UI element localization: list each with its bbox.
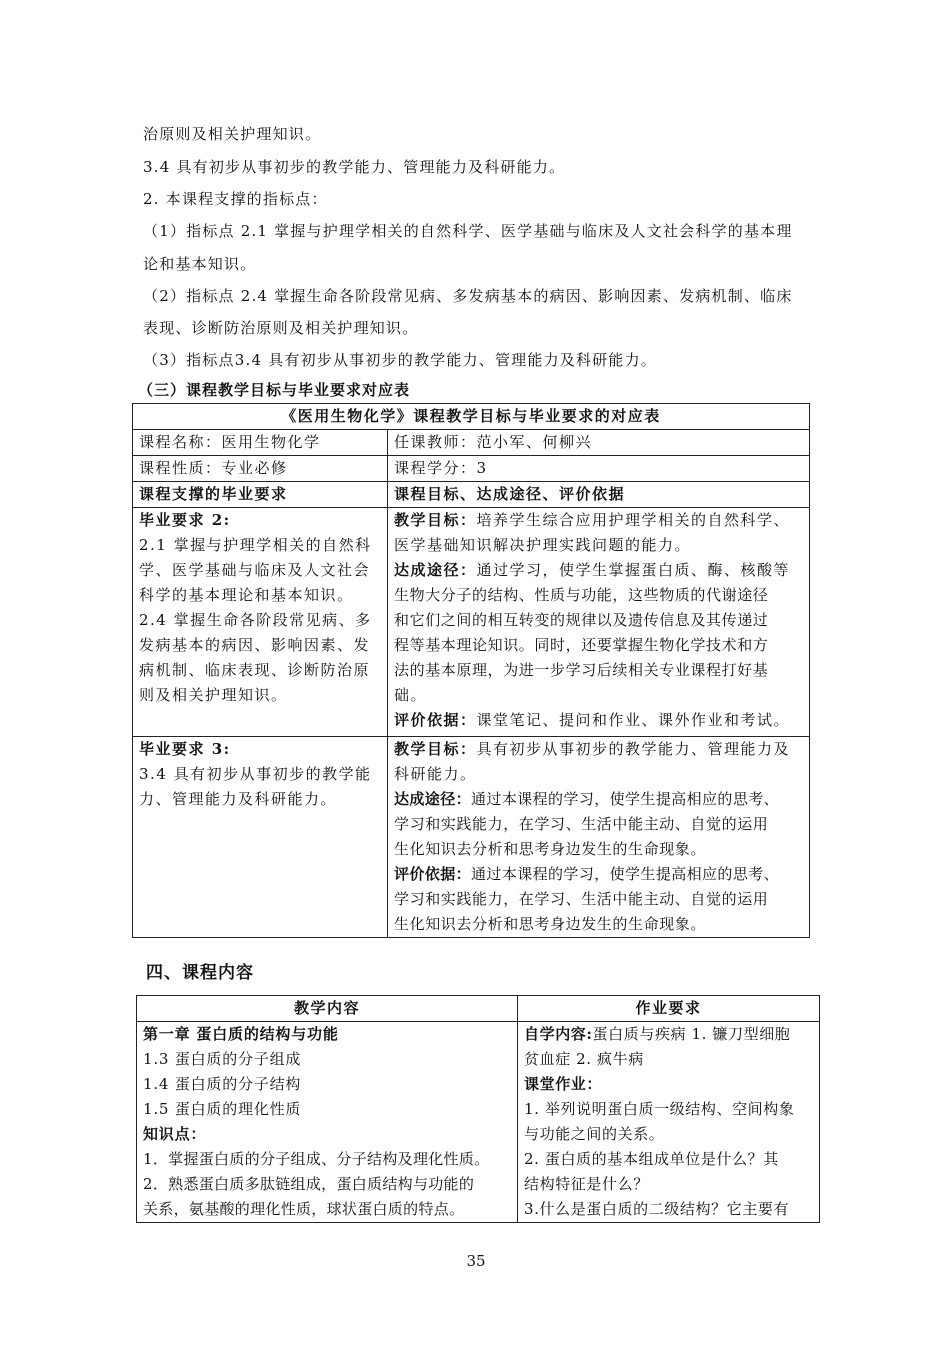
eval-label: 评价依据： (394, 711, 477, 729)
path-text: 生物大分子的结构、性质与功能，这些物质的代谢途径 (394, 586, 769, 604)
section-item: 1.5 蛋白质的理化性质 (143, 1100, 302, 1118)
classwork-item: 与功能之间的关系。 (524, 1125, 665, 1143)
path-text: 和它们之间的相互转变的规律以及遗传信息及其传递过 (394, 611, 769, 629)
knowledge-item: 1．掌握蛋白质的分子组成、分子结构及理化性质。 (143, 1150, 490, 1168)
intro-line-3: 2. 本课程支撑的指标点： (143, 190, 328, 208)
requirement-2-goals-cell (388, 508, 810, 737)
goal-label: 教学目标： (394, 740, 477, 758)
objectives-mapping-table (132, 403, 810, 938)
eval-text: 课堂笔记、提问和作业、课外作业和考试。 (476, 711, 791, 729)
requirement-3-row (133, 737, 810, 938)
goal-text: 培养学生综合应用护理学相关的自然科学、 (476, 511, 791, 529)
intro-line-5: 论和基本知识。 (143, 255, 257, 273)
path-label: 达成途径： (394, 790, 472, 808)
requirement-3-cell (133, 737, 388, 938)
chapter-1-row (137, 1022, 820, 1223)
path-text: 础。 (394, 686, 428, 704)
requirement-3-title: 毕业要求 3: (139, 740, 231, 758)
section3-heading: （三）课程教学目标与毕业要求对应表 (138, 381, 411, 399)
selfstudy-text: 蛋白质与疾病 1. 镰刀型细胞 (592, 1025, 791, 1043)
chapter-1-content-cell (137, 1022, 518, 1223)
req2-line: 2.1 掌握与护理学相关的自然科 (139, 536, 372, 554)
requirement-2-title: 毕业要求 2: (139, 511, 231, 529)
classwork-label: 课堂作业： (524, 1075, 603, 1093)
selfstudy-label: 自学内容: (524, 1025, 593, 1043)
page-number: 35 (466, 1252, 486, 1270)
path-text: 学习和实践能力，在学习、生活中能主动、自觉的运用 (394, 815, 769, 833)
section-item: 1.4 蛋白质的分子结构 (143, 1075, 302, 1093)
right-column-header: 课程目标、达成途径、评价依据 (388, 482, 810, 508)
eval-text: 生化知识去分析和思考身边发生的生命现象。 (394, 915, 707, 933)
req2-line: 学、医学基础与临床及人文社会 (139, 561, 371, 579)
eval-label: 评价依据： (394, 865, 472, 883)
table1-title: 《医用生物化学》课程教学目标与毕业要求的对应表 (133, 404, 810, 430)
course-content-table (136, 995, 820, 1223)
knowledge-item: 关系，氨基酸的理化性质，球状蛋白质的特点。 (143, 1200, 465, 1218)
intro-line-8: （3）指标点3.4 具有初步从事初步的教学能力、管理能力及科研能力。 (143, 351, 657, 369)
classwork-item: 3.什么是蛋白质的二级结构？它主要有 (524, 1200, 790, 1218)
course-name: 课程名称：医用生物化学 (133, 430, 388, 456)
path-text: 生化知识去分析和思考身边发生的生命现象。 (394, 840, 707, 858)
intro-line-2: 3.4 具有初步从事初步的教学能力、管理能力及科研能力。 (143, 158, 566, 176)
classwork-item: 1. 举列说明蛋白质一级结构、空间构象 (524, 1100, 795, 1118)
chapter-1-assignment-cell (518, 1022, 820, 1223)
eval-text: 通过本课程的学习，使学生提高相应的思考、 (471, 865, 780, 883)
selfstudy-text: 贫血症 2. 疯牛病 (524, 1050, 644, 1068)
goal-text: 具有初步从事初步的教学能力、管理能力及 (476, 740, 791, 758)
section-item: 1.3 蛋白质的分子组成 (143, 1050, 302, 1068)
requirement-2-cell (133, 508, 388, 737)
req2-line: 病机制、临床表现、诊断防治原 (139, 661, 371, 679)
intro-line-6: （2）指标点 2.4 掌握生命各阶段常见病、多发病基本的病因、影响因素、发病机制、临床 (143, 287, 793, 305)
knowledge-label: 知识点： (143, 1125, 207, 1143)
requirement-3-goals-cell (388, 737, 810, 938)
req3-line: 3.4 具有初步从事初步的教学能 (139, 765, 372, 783)
goal-label: 教学目标： (394, 511, 477, 529)
goal-text: 科研能力。 (394, 765, 477, 783)
path-text: 法的基本原理，为进一步学习后续相关专业课程打好基 (394, 661, 769, 679)
path-label: 达成途径： (394, 561, 477, 579)
chapter-title: 第一章 蛋白质的结构与功能 (143, 1025, 339, 1043)
goal-text: 医学基础知识解决护理实践问题的能力。 (394, 536, 692, 554)
req3-line: 力、管理能力及科研能力。 (139, 790, 338, 808)
intro-line-4: （1）指标点 2.1 掌握与护理学相关的自然科学、医学基础与临床及人文社会科学的基本理 (143, 222, 793, 240)
intro-line-7: 表现、诊断防治原则及相关护理知识。 (143, 319, 419, 337)
req2-line: 则及相关护理知识。 (139, 686, 288, 704)
classwork-item: 结构特征是什么？ (524, 1175, 649, 1193)
req2-line: 2.4 掌握生命各阶段常见病、多 (139, 611, 372, 629)
req2-line: 发病基本的病因、影响因素、发 (139, 636, 371, 654)
teaching-content-header: 教学内容 (137, 996, 518, 1022)
eval-text: 学习和实践能力，在学习、生活中能主动、自觉的运用 (394, 890, 769, 908)
left-column-header: 课程支撑的毕业要求 (133, 482, 388, 508)
path-text: 通过学习，使学生掌握蛋白质、酶、核酸等 (476, 561, 791, 579)
intro-line-1: 治原则及相关护理知识。 (143, 125, 322, 143)
requirement-2-row (133, 508, 810, 737)
knowledge-item: 2．熟悉蛋白质多肽链组成，蛋白质结构与功能的 (143, 1175, 475, 1193)
req2-line: 科学的基本理论和基本知识。 (139, 586, 354, 604)
classwork-item: 2. 蛋白质的基本组成单位是什么？其 (524, 1150, 779, 1168)
course-teacher: 任课教师：范小军、何柳兴 (388, 430, 810, 456)
path-text: 通过本课程的学习，使学生提高相应的思考、 (471, 790, 780, 808)
assignment-header: 作业要求 (518, 996, 820, 1022)
course-nature: 课程性质：专业必修 (133, 456, 388, 482)
section4-heading: 四、课程内容 (146, 963, 254, 983)
course-credits: 课程学分：3 (388, 456, 810, 482)
path-text: 程等基本理论知识。同时，还要掌握生物化学技术和方 (394, 636, 769, 654)
